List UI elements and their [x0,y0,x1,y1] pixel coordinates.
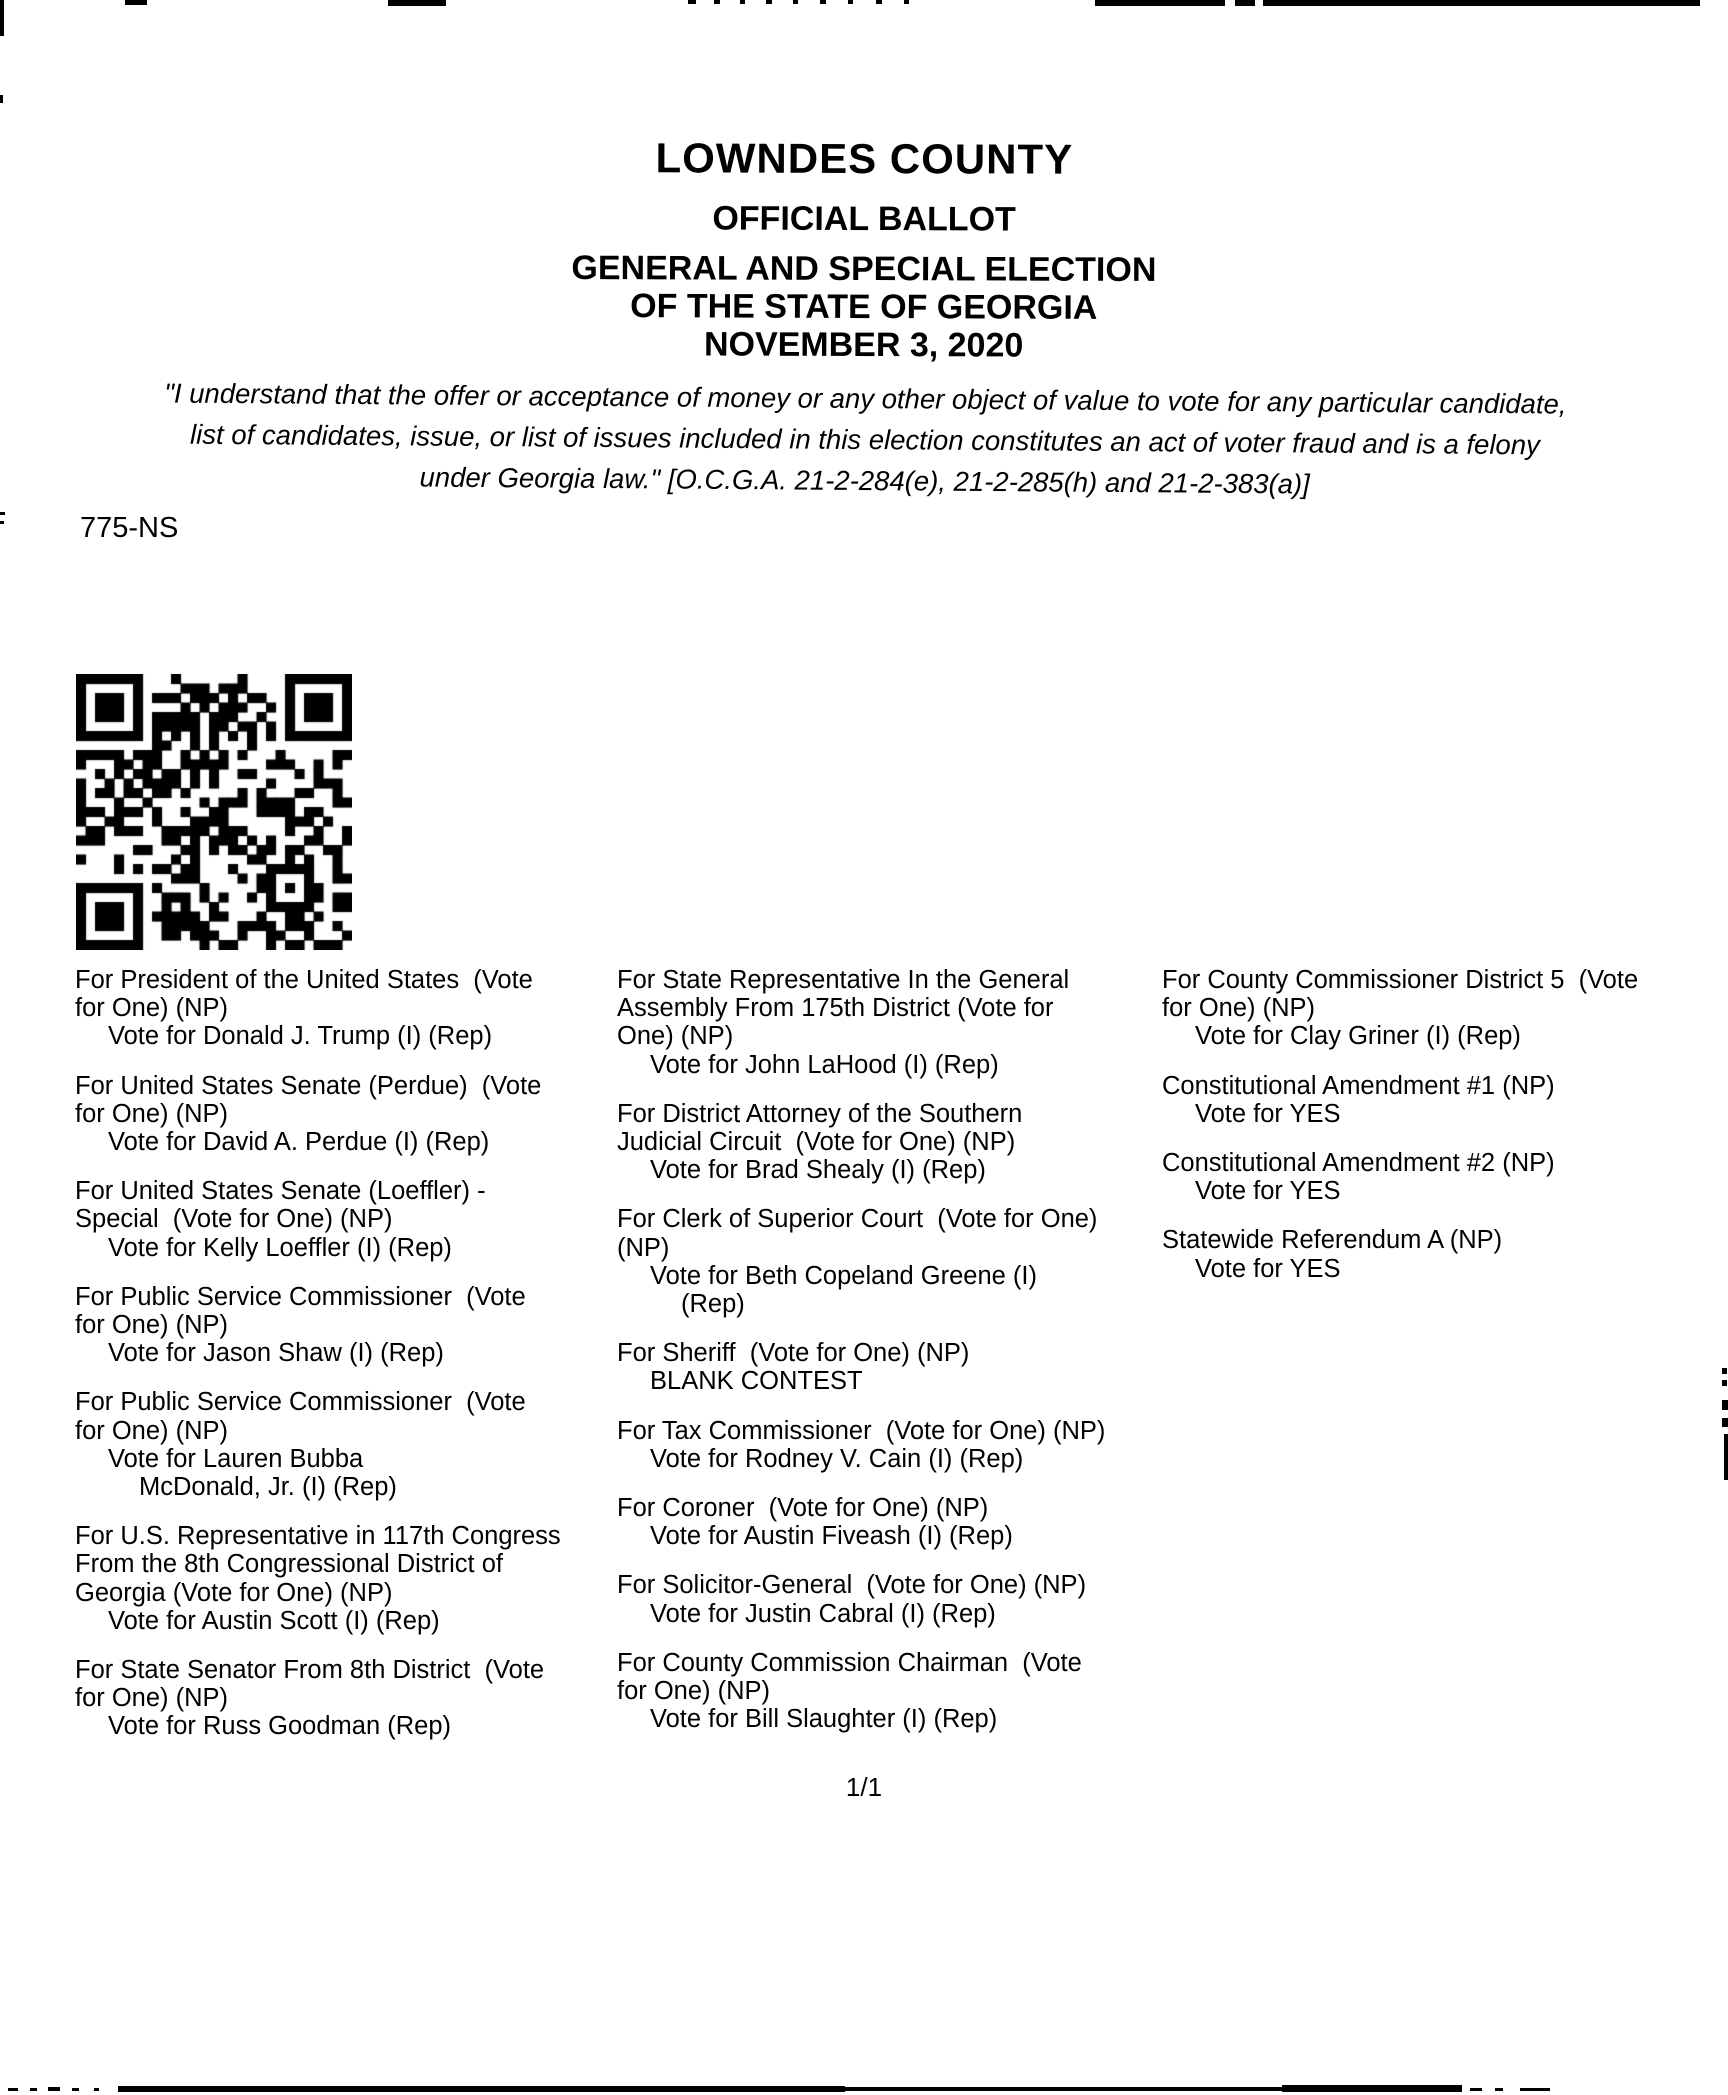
scan-artifact-bottom [118,2086,845,2092]
contest-title-line: Assembly From 175th District (Vote for [617,994,1054,1023]
voter-fraud-disclaimer [60,372,1671,508]
scan-artifact-top [688,0,696,4]
scan-artifact-top [1095,0,1225,6]
scan-artifact-left [0,512,5,515]
contest-vote-line: Vote for Rodney V. Cain (I) (Rep) [650,1444,1024,1473]
contest-title-line: For United States Senate (Loeffler) - [75,1177,486,1206]
contest-vote-line: (Rep) [681,1290,745,1319]
contest-title-line: For Public Service Commissioner (Vote [75,1388,526,1417]
contest-block [617,1494,1162,1550]
page-number: 1/1 [845,1772,883,1802]
contest-block [75,1283,620,1368]
scan-artifact-top [1235,0,1255,6]
scan-artifact-top [125,0,147,5]
contest-vote-line: Vote for Jason Shaw (I) (Rep) [108,1339,444,1368]
contest-title-line: Statewide Referendum A (NP) [1162,1226,1503,1255]
contest-block [1162,966,1728,1051]
contest-block [75,966,620,1051]
contest-title-line: For County Commissioner District 5 (Vote [1162,966,1639,994]
contest-block [75,1177,620,1262]
contest-title-line: Georgia (Vote for One) (NP) [75,1578,393,1607]
qr-code-icon [76,674,352,950]
contest-vote-line: Vote for Justin Cabral (I) (Rep) [650,1599,996,1628]
contest-title-line: for One) (NP) [75,994,229,1023]
scan-artifact-top [904,0,909,4]
contest-vote-line: Vote for YES [1195,1099,1341,1128]
contest-title-line: Judicial Circuit (Vote for One) (NP) [617,1128,1016,1157]
scan-artifact-bottom [1495,2088,1503,2091]
contest-vote-line: McDonald, Jr. (I) (Rep) [139,1473,397,1502]
contest-block [617,1649,1162,1734]
scan-artifact-top [1263,0,1700,6]
contest-title-line: For United States Senate (Perdue) (Vote [75,1071,542,1100]
contest-block [75,1522,620,1635]
contest-title-line: for One) (NP) [75,1311,229,1340]
contest-block [617,1205,1162,1318]
scan-artifact-top [848,0,853,4]
scan-artifact-right [1724,1434,1728,1480]
election-title-line2: OF THE STATE OF GEORGIA [630,287,1098,327]
contest-title-line: For Public Service Commissioner (Vote [75,1282,526,1311]
scan-artifact-top [793,0,798,4]
scan-artifact-right [1722,1368,1727,1374]
contest-title-line: For Sheriff (Vote for One) (NP) [617,1339,970,1368]
contest-vote-line: Vote for Kelly Loeffler (I) (Rep) [108,1233,452,1262]
contest-block [617,1571,1162,1627]
election-date: NOVEMBER 3, 2020 [703,325,1024,365]
scan-artifact-bottom [30,2088,37,2091]
contest-vote-line: Vote for Russ Goodman (Rep) [108,1712,451,1741]
contest-title-line: for One) (NP) [1162,994,1316,1023]
contest-title-line: Constitutional Amendment #2 (NP) [1162,1149,1555,1178]
scan-artifact-right [1722,1380,1727,1386]
scan-artifact-top [876,0,882,4]
disclaimer-line: "I understand that the offer or acceptance of money or any other object of value to vote for any particular candidate, [164,377,1567,420]
contest-title-line: Special (Vote for One) (NP) [75,1205,393,1234]
scan-artifact-bottom [1520,2088,1550,2091]
contest-title-line: For Solicitor-General (Vote for One) (NP) [617,1571,1087,1600]
contest-title-line: for One) (NP) [617,1677,771,1706]
scan-artifact-left [0,0,4,36]
contest-vote-line: BLANK CONTEST [650,1367,863,1396]
contest-vote-line: Vote for Austin Scott (I) (Rep) [108,1606,440,1635]
contest-vote-line: Vote for David A. Perdue (I) (Rep) [108,1128,490,1157]
contest-title-line: For District Attorney of the Southern [617,1099,1023,1128]
contest-title-line: For President of the United States (Vote [75,966,533,994]
ballot-header [24,133,1705,367]
contest-vote-line: Vote for YES [1195,1254,1341,1283]
scan-artifact-bottom [94,2088,99,2091]
contest-block [617,966,1162,1079]
scan-artifact-bottom [8,2088,18,2091]
contest-title-line: for One) (NP) [75,1099,229,1128]
scan-artifact-right [1722,1418,1728,1427]
scan-artifact-top [714,0,720,4]
scan-artifact-bottom [1470,2088,1482,2091]
scan-artifact-bottom [48,2087,60,2091]
contest-column-middle [617,966,1162,1754]
ballot-style-number: 775-NS [80,512,179,544]
contest-block [1162,1226,1728,1282]
disclaimer-line: under Georgia law." [O.C.G.A. 21-2-284(e), 21-2-285(h) and 21-2-383(a)] [419,461,1310,500]
scan-artifact-top [740,0,745,4]
contest-block [1162,1072,1728,1128]
contest-column-right [1162,966,1728,1304]
contest-vote-line: Vote for Donald J. Trump (I) (Rep) [108,1022,493,1051]
contest-block [617,1100,1162,1185]
contest-title-line: for One) (NP) [75,1684,229,1713]
contest-title-line: For U.S. Representative in 117th Congress [75,1522,561,1551]
scan-artifact-top [766,0,772,4]
scan-artifact-bottom [845,2087,1282,2091]
scan-artifact-bottom [72,2088,79,2091]
disclaimer-line: list of candidates, issue, or list of issues included in this election constitutes an act of voter fraud and is a felony [190,418,1540,461]
ballot-type-title: OFFICIAL BALLOT [712,199,1016,239]
contest-vote-line: Vote for Lauren Bubba [108,1444,364,1473]
contest-title-line: For County Commission Chairman (Vote [617,1648,1082,1677]
county-title: LOWNDES COUNTY [655,134,1074,183]
contest-block [75,1072,620,1157]
contest-title-line: For Coroner (Vote for One) (NP) [617,1494,989,1523]
contest-block [1162,1149,1728,1205]
contest-vote-line: Vote for Clay Griner (I) (Rep) [1195,1022,1521,1051]
contest-title-line: For Clerk of Superior Court (Vote for One) [617,1205,1098,1234]
scan-artifact-top [820,0,826,4]
contest-title-line: One) (NP) [617,1022,734,1051]
scan-artifact-top [388,0,446,6]
contest-title-line: For State Representative In the General [617,966,1070,994]
contest-block [75,1388,620,1501]
contest-title-line: (NP) [617,1233,670,1262]
contest-vote-line: Vote for Austin Fiveash (I) (Rep) [650,1522,1013,1551]
contest-title-line: Constitutional Amendment #1 (NP) [1162,1071,1555,1100]
contest-block [617,1417,1162,1473]
contest-title-line: for One) (NP) [75,1416,229,1445]
contest-block [617,1339,1162,1395]
election-title-line1: GENERAL AND SPECIAL ELECTION [571,248,1157,290]
contest-column-left [75,966,620,1762]
contest-title-line: For Tax Commissioner (Vote for One) (NP) [617,1416,1106,1445]
contest-block [75,1656,620,1741]
scan-artifact-left [0,521,4,524]
contest-vote-line: Vote for YES [1195,1177,1341,1206]
contest-vote-line: Vote for Bill Slaughter (I) (Rep) [650,1705,998,1734]
scan-artifact-left [0,95,3,103]
contest-title-line: For State Senator From 8th District (Vote [75,1656,545,1685]
contest-vote-line: Vote for John LaHood (I) (Rep) [650,1050,999,1079]
contest-vote-line: Vote for Brad Shealy (I) (Rep) [650,1156,986,1185]
scan-artifact-bottom [1282,2085,1462,2092]
contest-vote-line: Vote for Beth Copeland Greene (I) [650,1261,1037,1290]
contest-title-line: From the 8th Congressional District of [75,1550,503,1579]
scan-artifact-right [1722,1400,1728,1410]
